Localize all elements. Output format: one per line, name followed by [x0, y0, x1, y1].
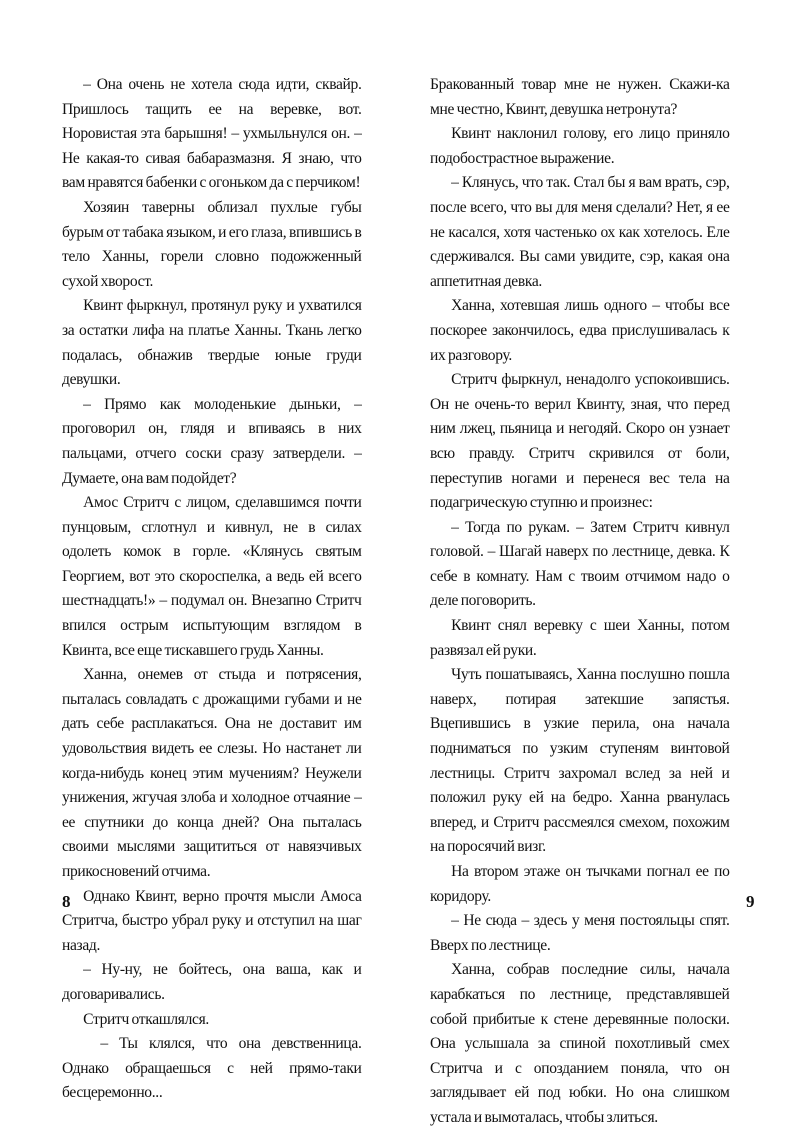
paragraph: Амос Стритч с лицом, сделавшимся почти пунцовым, сглотнул и кивнул, не в силах одолеть комок в горле. «Клянусь святым Георгием, вот это скороспелка, а ведь ей всего шестнадцать!» – подумал он. Внезапно Стритч впился острым испытующим взглядом в Квинта, все еще тискавшего грудь Ханны.	[62, 493, 362, 659]
paragraph: На втором этаже он тычками погнал ее по коридору.	[430, 862, 730, 905]
paragraph: – Клянусь, что так. Стал бы я вам врать, сэр, после всего, что вы для меня сделали? Нет, я ее не касался, хотя частенько ох как хотелось. Еле сдерживался. Вы сами увидите, сэр, какая она аппетитная девка.	[430, 173, 730, 290]
paragraph: – Ну-ну, не бойтесь, она ваша, как и договаривались.	[62, 960, 362, 1003]
paragraph: Бракованный товар мне не нужен. Скажи-ка мне честно, Квинт, девушка нетронута?	[430, 75, 730, 118]
paragraph: Квинт снял веревку с шеи Ханны, потом развязал ей руки.	[430, 616, 730, 659]
paragraph: Стритч фыркнул, ненадолго успокоившись. Он не очень-то верил Квинту, зная, что перед ним лжец, пьяница и негодяй. Скоро он узнает всю правду. Стритч скривился от боли, переступив ногами и перенеся вес тела на подагрическую ступню и произнес:	[430, 370, 730, 512]
left-page	[62, 72, 362, 1102]
paragraph: – Она очень не хотела сюда идти, сквайр. Пришлось тащить ее на веревке, вот. Норовистая эта барышня! – ухмыльнулся он. – Не какая-то сивая бабаразмазня. Я знаю, что вам нравятся бабенки с огоньком да с перчиком!	[62, 75, 362, 192]
page-number-right: 9	[746, 892, 755, 911]
paragraph: Ханна, собрав последние силы, начала карабкаться по лестнице, представлявшей собой прибитые к стене деревянные полоски. Она услышала за спиной похотливый смех Стритча и с опозданием поняла, что он заглядывает ей под юбки. Но она слишком устала и вымоталась, чтобы злиться.	[430, 960, 730, 1126]
right-page-text	[430, 72, 730, 1130]
right-page	[430, 72, 730, 1126]
paragraph: – Ты клялся, что она девственница. Однако обращаешься с ней прямо-таки бесцеремонно...	[62, 1034, 362, 1102]
paragraph: Хозяин таверны облизал пухлые губы бурым от табака языком, и его глаза, впившись в тело Ханны, горели словно подожженный сухой хворост.	[62, 197, 362, 290]
paragraph: Ханна, хотевшая лишь одного – чтобы все поскорее закончилось, едва прислушивалась к их разговору.	[430, 296, 730, 364]
page-number-left: 8	[62, 892, 71, 911]
paragraph: Квинт наклонил голову, его лицо приняло подобострастное выражение.	[430, 124, 730, 167]
paragraph: Ханна, онемев от стыда и потрясения, пыталась совладать с дрожащими губами и не дать себе расплакаться. Она не доставит им удовольствия видеть ее слезы. Но настанет ли когда-нибудь конец этим мучениям? Неужели унижения, жгучая злоба и холодное отчаяние – ее спутники до конца дней? Она пыталась своими мыслями защититься от навязчивых прикосновений отчима.	[62, 665, 362, 880]
paragraph: – Не сюда – здесь у меня постояльцы спят. Вверх по лестнице.	[430, 911, 730, 954]
paragraph: Чуть пошатываясь, Ханна послушно пошла наверх, потирая затекшие запястья. Вцепившись в узкие перила, она начала подниматься по узким ступеням винтовой лестницы. Стритч захромал вслед за ней и положил руку ей на бедро. Ханна рванулась вперед, и Стритч рассмеялся смехом, похожим на поросячий визг.	[430, 665, 730, 856]
paragraph: Квинт фыркнул, протянул руку и ухватился за остатки лифа на платье Ханны. Ткань легко подалась, обнажив твердые юные груди девушки.	[62, 296, 362, 389]
paragraph: Стритч откашлялся.	[83, 1009, 209, 1028]
paragraph: – Тогда по рукам. – Затем Стритч кивнул головой. – Шагай наверх по лестнице, девка. К себе в комнату. Нам с твоим отчимом надо о деле поговорить.	[430, 517, 730, 610]
paragraph: – Прямо как молоденькие дыньки, – проговорил он, глядя и впиваясь в них пальцами, отчего соски сразу затвердели. – Думаете, она вам подойдет?	[62, 394, 362, 487]
left-page-text	[62, 72, 362, 1105]
paragraph: Однако Квинт, верно прочтя мысли Амоса Стритча, быстро убрал руку и отступил на шаг назад.	[62, 886, 362, 954]
